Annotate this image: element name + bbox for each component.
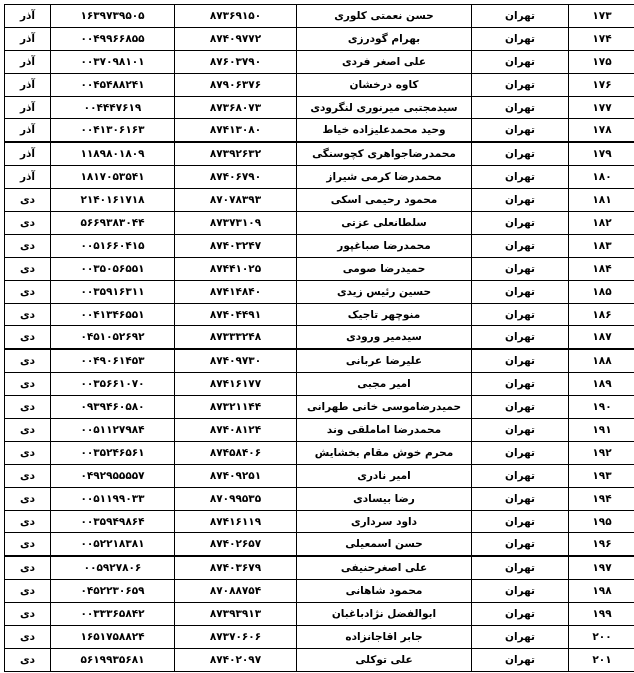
table-row bbox=[5, 142, 634, 165]
mobile-cell: ۰۰۳۵۶۶۱۰۷۰ bbox=[51, 373, 175, 396]
name-cell: وحید محمدعلیزاده خیاط bbox=[297, 119, 472, 142]
row-number-cell: ۱۹۴ bbox=[569, 487, 634, 510]
table-row bbox=[5, 303, 634, 326]
city-cell: تهران bbox=[472, 326, 569, 349]
city-cell: تهران bbox=[472, 533, 569, 556]
month-cell: دی bbox=[5, 487, 51, 510]
city-cell: تهران bbox=[472, 212, 569, 235]
city-cell: تهران bbox=[472, 441, 569, 464]
mobile-cell: ۰۰۴۱۳۴۶۵۵۱ bbox=[51, 303, 175, 326]
table-row bbox=[5, 556, 634, 579]
city-cell: تهران bbox=[472, 96, 569, 119]
table-row bbox=[5, 533, 634, 556]
table-row bbox=[5, 464, 634, 487]
city-cell: تهران bbox=[472, 234, 569, 257]
mobile-cell: ۰۰۳۷۰۹۸۱۰۱ bbox=[51, 50, 175, 73]
name-cell: علیرضا عربانی bbox=[297, 349, 472, 372]
month-cell: آذر bbox=[5, 27, 51, 50]
table-row bbox=[5, 166, 634, 189]
table-row bbox=[5, 5, 634, 28]
month-cell: دی bbox=[5, 396, 51, 419]
name-cell: حمیدرضا صومی bbox=[297, 257, 472, 280]
phone-cell: ۸۷۴۰۹۷۳۰ bbox=[175, 349, 297, 372]
name-cell: بهرام گودرزی bbox=[297, 27, 472, 50]
name-cell: محمود رحیمی اسکی bbox=[297, 189, 472, 212]
name-cell: سلطانعلی عزتی bbox=[297, 212, 472, 235]
phone-cell: ۸۷۴۰۶۷۹۰ bbox=[175, 166, 297, 189]
row-number-cell: ۱۸۷ bbox=[569, 326, 634, 349]
city-cell: تهران bbox=[472, 27, 569, 50]
city-cell: تهران bbox=[472, 464, 569, 487]
mobile-cell: ۱۱۸۹۸۰۱۸۰۹ bbox=[51, 142, 175, 165]
row-number-cell: ۱۹۶ bbox=[569, 533, 634, 556]
phone-cell: ۸۷۳۹۲۶۳۲ bbox=[175, 142, 297, 165]
mobile-cell: ۰۰۳۵۹۴۹۸۶۴ bbox=[51, 510, 175, 533]
phone-cell: ۸۷۳۹۳۹۱۳ bbox=[175, 603, 297, 626]
row-number-cell: ۲۰۰ bbox=[569, 626, 634, 649]
row-number-cell: ۱۹۰ bbox=[569, 396, 634, 419]
city-cell: تهران bbox=[472, 626, 569, 649]
row-number-cell: ۱۸۱ bbox=[569, 189, 634, 212]
month-cell: آذر bbox=[5, 119, 51, 142]
phone-cell: ۸۷۴۱۶۱۱۹ bbox=[175, 510, 297, 533]
mobile-cell: ۱۶۳۹۷۳۹۵۰۵ bbox=[51, 5, 175, 28]
table-row bbox=[5, 50, 634, 73]
row-number-cell: ۱۸۴ bbox=[569, 257, 634, 280]
phone-cell: ۸۷۰۷۸۳۹۳ bbox=[175, 189, 297, 212]
mobile-cell: ۱۶۵۱۷۵۸۸۲۴ bbox=[51, 626, 175, 649]
month-cell: دی bbox=[5, 533, 51, 556]
phone-cell: ۸۷۴۰۲۰۹۷ bbox=[175, 648, 297, 671]
row-number-cell: ۱۷۴ bbox=[569, 27, 634, 50]
name-cell: علی اصغرحنیفی bbox=[297, 556, 472, 579]
mobile-cell: ۵۶۱۹۹۳۵۶۸۱ bbox=[51, 648, 175, 671]
month-cell: دی bbox=[5, 556, 51, 579]
city-cell: تهران bbox=[472, 119, 569, 142]
name-cell: ابوالفضل نژادباغبان bbox=[297, 603, 472, 626]
table-row bbox=[5, 27, 634, 50]
name-cell: امیر نادری bbox=[297, 464, 472, 487]
month-cell: دی bbox=[5, 603, 51, 626]
city-cell: تهران bbox=[472, 142, 569, 165]
month-cell: آذر bbox=[5, 96, 51, 119]
city-cell: تهران bbox=[472, 50, 569, 73]
phone-cell: ۸۷۶۰۳۷۹۰ bbox=[175, 50, 297, 73]
row-number-cell: ۱۸۵ bbox=[569, 280, 634, 303]
row-number-cell: ۱۷۶ bbox=[569, 73, 634, 96]
name-cell: امیر مجبی bbox=[297, 373, 472, 396]
mobile-cell: ۰۰۴۱۳۰۶۱۶۳ bbox=[51, 119, 175, 142]
table-row bbox=[5, 510, 634, 533]
name-cell: علی اصغر فردی bbox=[297, 50, 472, 73]
table-row bbox=[5, 280, 634, 303]
phone-cell: ۸۷۳۷۳۱۰۹ bbox=[175, 212, 297, 235]
month-cell: دی bbox=[5, 349, 51, 372]
phone-cell: ۸۷۳۶۹۱۵۰ bbox=[175, 5, 297, 28]
table-row bbox=[5, 326, 634, 349]
name-cell: رضا بیسادی bbox=[297, 487, 472, 510]
table-row bbox=[5, 396, 634, 419]
phone-cell: ۸۷۴۰۹۷۷۲ bbox=[175, 27, 297, 50]
table-row bbox=[5, 234, 634, 257]
name-cell: حسن نعمتی کلوری bbox=[297, 5, 472, 28]
mobile-cell: ۰۰۳۳۳۶۵۸۴۲ bbox=[51, 603, 175, 626]
row-number-cell: ۲۰۱ bbox=[569, 648, 634, 671]
mobile-cell: ۰۰۵۱۱۲۷۹۸۴ bbox=[51, 419, 175, 442]
city-cell: تهران bbox=[472, 5, 569, 28]
name-cell: جابر اقاجانزاده bbox=[297, 626, 472, 649]
city-cell: تهران bbox=[472, 556, 569, 579]
month-cell: دی bbox=[5, 510, 51, 533]
phone-cell: ۸۷۳۷۰۶۰۶ bbox=[175, 626, 297, 649]
contacts-table bbox=[4, 4, 634, 672]
table-row bbox=[5, 73, 634, 96]
city-cell: تهران bbox=[472, 580, 569, 603]
city-cell: تهران bbox=[472, 396, 569, 419]
row-number-cell: ۱۷۹ bbox=[569, 142, 634, 165]
row-number-cell: ۱۸۹ bbox=[569, 373, 634, 396]
month-cell: دی bbox=[5, 234, 51, 257]
phone-cell: ۸۷۳۶۸۰۷۳ bbox=[175, 96, 297, 119]
table-row bbox=[5, 257, 634, 280]
row-number-cell: ۱۷۳ bbox=[569, 5, 634, 28]
table-row bbox=[5, 648, 634, 671]
phone-cell: ۸۷۴۱۴۸۴۰ bbox=[175, 280, 297, 303]
table-body bbox=[5, 5, 634, 672]
name-cell: محرم خوش مقام بخشایش bbox=[297, 441, 472, 464]
month-cell: آذر bbox=[5, 142, 51, 165]
city-cell: تهران bbox=[472, 257, 569, 280]
phone-cell: ۸۷۴۰۲۶۵۷ bbox=[175, 533, 297, 556]
table-row bbox=[5, 119, 634, 142]
table-row bbox=[5, 96, 634, 119]
mobile-cell: ۰۰۵۹۲۷۸۰۶ bbox=[51, 556, 175, 579]
mobile-cell: ۰۰۵۱۱۹۹۰۳۳ bbox=[51, 487, 175, 510]
table-row bbox=[5, 349, 634, 372]
month-cell: آذر bbox=[5, 166, 51, 189]
row-number-cell: ۱۹۵ bbox=[569, 510, 634, 533]
phone-cell: ۸۷۴۰۳۲۴۷ bbox=[175, 234, 297, 257]
phone-cell: ۸۷۳۲۱۱۴۴ bbox=[175, 396, 297, 419]
name-cell: محمدرضاجواهری کچوسنگی bbox=[297, 142, 472, 165]
phone-cell: ۸۷۴۴۱۰۲۵ bbox=[175, 257, 297, 280]
row-number-cell: ۱۷۷ bbox=[569, 96, 634, 119]
row-number-cell: ۱۸۶ bbox=[569, 303, 634, 326]
name-cell: سیدمیر ورودی bbox=[297, 326, 472, 349]
table-row bbox=[5, 487, 634, 510]
name-cell: محمدرضا صباغپور bbox=[297, 234, 472, 257]
month-cell: دی bbox=[5, 580, 51, 603]
mobile-cell: ۰۰۳۵۲۴۶۵۶۱ bbox=[51, 441, 175, 464]
month-cell: دی bbox=[5, 257, 51, 280]
phone-cell: ۸۷۹۰۶۳۷۶ bbox=[175, 73, 297, 96]
name-cell: حسین رئیس زیدی bbox=[297, 280, 472, 303]
mobile-cell: ۰۰۴۵۴۸۸۲۴۱ bbox=[51, 73, 175, 96]
month-cell: دی bbox=[5, 303, 51, 326]
mobile-cell: ۰۰۵۱۶۶۰۴۱۵ bbox=[51, 234, 175, 257]
city-cell: تهران bbox=[472, 373, 569, 396]
phone-cell: ۸۷۴۰۴۴۹۱ bbox=[175, 303, 297, 326]
mobile-cell: ۰۴۵۱۰۵۲۶۹۲ bbox=[51, 326, 175, 349]
city-cell: تهران bbox=[472, 303, 569, 326]
table-row bbox=[5, 189, 634, 212]
phone-cell: ۸۷۴۰۳۶۷۹ bbox=[175, 556, 297, 579]
phone-cell: ۸۷۴۰۹۲۵۱ bbox=[175, 464, 297, 487]
row-number-cell: ۱۹۱ bbox=[569, 419, 634, 442]
month-cell: دی bbox=[5, 280, 51, 303]
mobile-cell: ۵۶۶۹۳۸۳۰۴۴ bbox=[51, 212, 175, 235]
month-cell: آذر bbox=[5, 5, 51, 28]
name-cell: حسن اسمعیلی bbox=[297, 533, 472, 556]
name-cell: حمیدرضاموسی خانی طهرانی bbox=[297, 396, 472, 419]
city-cell: تهران bbox=[472, 510, 569, 533]
mobile-cell: ۲۱۴۰۱۶۱۷۱۸ bbox=[51, 189, 175, 212]
table-row bbox=[5, 212, 634, 235]
city-cell: تهران bbox=[472, 603, 569, 626]
mobile-cell: ۰۰۴۹۹۶۶۸۵۵ bbox=[51, 27, 175, 50]
month-cell: دی bbox=[5, 326, 51, 349]
row-number-cell: ۱۸۸ bbox=[569, 349, 634, 372]
month-cell: دی bbox=[5, 648, 51, 671]
row-number-cell: ۱۸۲ bbox=[569, 212, 634, 235]
table-row bbox=[5, 441, 634, 464]
mobile-cell: ۰۰۵۲۲۱۸۳۸۱ bbox=[51, 533, 175, 556]
row-number-cell: ۱۹۳ bbox=[569, 464, 634, 487]
row-number-cell: ۱۹۷ bbox=[569, 556, 634, 579]
name-cell: منوچهر تاجیک bbox=[297, 303, 472, 326]
table-row bbox=[5, 626, 634, 649]
name-cell: علی توکلی bbox=[297, 648, 472, 671]
mobile-cell: ۰۴۹۲۹۵۵۵۵۷ bbox=[51, 464, 175, 487]
mobile-cell: ۰۹۳۹۴۶۰۵۸۰ bbox=[51, 396, 175, 419]
month-cell: دی bbox=[5, 441, 51, 464]
table-row bbox=[5, 603, 634, 626]
month-cell: دی bbox=[5, 373, 51, 396]
phone-cell: ۸۷۴۱۶۱۷۷ bbox=[175, 373, 297, 396]
mobile-cell: ۰۰۳۵۹۱۶۳۱۱ bbox=[51, 280, 175, 303]
name-cell: سیدمجتبی میرنوری لنگرودی bbox=[297, 96, 472, 119]
row-number-cell: ۱۷۸ bbox=[569, 119, 634, 142]
city-cell: تهران bbox=[472, 419, 569, 442]
city-cell: تهران bbox=[472, 648, 569, 671]
city-cell: تهران bbox=[472, 166, 569, 189]
phone-cell: ۸۷۰۸۸۷۵۴ bbox=[175, 580, 297, 603]
table-row bbox=[5, 580, 634, 603]
month-cell: دی bbox=[5, 419, 51, 442]
name-cell: محمدرضا اماملقی وند bbox=[297, 419, 472, 442]
city-cell: تهران bbox=[472, 73, 569, 96]
city-cell: تهران bbox=[472, 487, 569, 510]
phone-cell: ۸۷۴۱۳۰۸۰ bbox=[175, 119, 297, 142]
city-cell: تهران bbox=[472, 349, 569, 372]
name-cell: کاوه درخشان bbox=[297, 73, 472, 96]
month-cell: دی bbox=[5, 212, 51, 235]
month-cell: دی bbox=[5, 626, 51, 649]
name-cell: محمدرضا کرمی شیراز bbox=[297, 166, 472, 189]
row-number-cell: ۱۹۲ bbox=[569, 441, 634, 464]
month-cell: دی bbox=[5, 464, 51, 487]
row-number-cell: ۱۹۸ bbox=[569, 580, 634, 603]
mobile-cell: ۰۴۵۲۲۳۰۶۵۹ bbox=[51, 580, 175, 603]
mobile-cell: ۱۸۱۷۰۵۳۵۴۱ bbox=[51, 166, 175, 189]
mobile-cell: ۰۰۳۵۰۵۶۵۵۱ bbox=[51, 257, 175, 280]
row-number-cell: ۱۹۹ bbox=[569, 603, 634, 626]
row-number-cell: ۱۸۳ bbox=[569, 234, 634, 257]
city-cell: تهران bbox=[472, 189, 569, 212]
name-cell: داود سرداری bbox=[297, 510, 472, 533]
month-cell: دی bbox=[5, 189, 51, 212]
name-cell: محمود شاهانی bbox=[297, 580, 472, 603]
table-row bbox=[5, 419, 634, 442]
city-cell: تهران bbox=[472, 280, 569, 303]
mobile-cell: ۰۰۴۴۴۷۶۱۹ bbox=[51, 96, 175, 119]
row-number-cell: ۱۸۰ bbox=[569, 166, 634, 189]
phone-cell: ۸۷۳۳۳۲۴۸ bbox=[175, 326, 297, 349]
month-cell: آذر bbox=[5, 73, 51, 96]
row-number-cell: ۱۷۵ bbox=[569, 50, 634, 73]
month-cell: آذر bbox=[5, 50, 51, 73]
mobile-cell: ۰۰۴۹۰۶۱۴۵۳ bbox=[51, 349, 175, 372]
phone-cell: ۸۷۰۹۹۵۳۵ bbox=[175, 487, 297, 510]
phone-cell: ۸۷۴۵۸۴۰۶ bbox=[175, 441, 297, 464]
phone-cell: ۸۷۴۰۸۱۲۴ bbox=[175, 419, 297, 442]
table-row bbox=[5, 373, 634, 396]
